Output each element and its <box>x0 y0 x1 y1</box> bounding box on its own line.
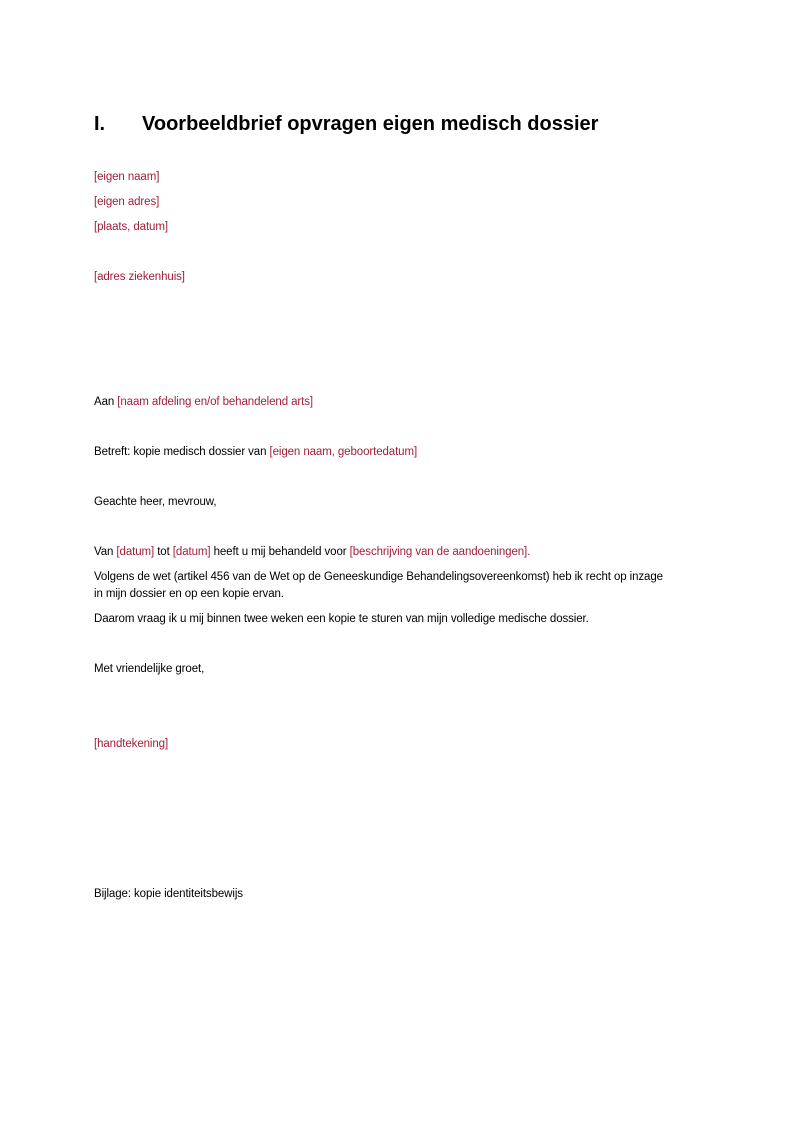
addressee-placeholder: [naam afdeling en/of behandelend arts] <box>117 396 313 408</box>
signature-placeholder: [handtekening] <box>94 738 169 750</box>
body-paragraph-2-line-2: in mijn dossier en op een kopie ervan. <box>94 588 284 600</box>
subject-prefix: Betreft: kopie medisch dossier van <box>94 446 267 458</box>
p1-text-van: Van <box>94 546 114 558</box>
body-paragraph-1 <box>94 545 530 560</box>
p1-end: . <box>527 546 531 558</box>
addressee-line <box>94 395 313 410</box>
salutation: Geachte heer, mevrouw, <box>94 496 217 508</box>
page-title <box>94 111 598 137</box>
addressee-prefix: Aan <box>94 396 115 408</box>
sender-place-date: [plaats, datum] <box>94 221 168 233</box>
sender-address: [eigen adres] <box>94 196 160 208</box>
closing: Met vriendelijke groet, <box>94 663 205 675</box>
attachment-line: Bijlage: kopie identiteitsbewijs <box>94 888 243 900</box>
subject-line <box>94 445 417 460</box>
p1-text-tot: tot <box>157 546 170 558</box>
p1-text-behandeld: heeft u mij behandeld voor <box>213 546 347 558</box>
subject-placeholder: [eigen naam, geboortedatum] <box>269 446 418 458</box>
p1-placeholder-description: [beschrijving van de aandoeningen] <box>349 546 528 558</box>
body-paragraph-2-line-1: Volgens de wet (artikel 456 van de Wet op de Geneeskundige Behandelingsovereenkomst) heb ik recht op inzage <box>94 571 663 583</box>
heading-number: I. <box>94 113 106 135</box>
sender-name: [eigen naam] <box>94 171 160 183</box>
p1-placeholder-date-to: [datum] <box>172 546 211 558</box>
body-paragraph-3: Daarom vraag ik u mij binnen twee weken een kopie te sturen van mijn volledige medische dossier. <box>94 613 589 625</box>
p1-placeholder-date-from: [datum] <box>116 546 155 558</box>
recipient-address: [adres ziekenhuis] <box>94 271 185 283</box>
heading-title: Voorbeeldbrief opvragen eigen medisch dossier <box>142 113 599 135</box>
